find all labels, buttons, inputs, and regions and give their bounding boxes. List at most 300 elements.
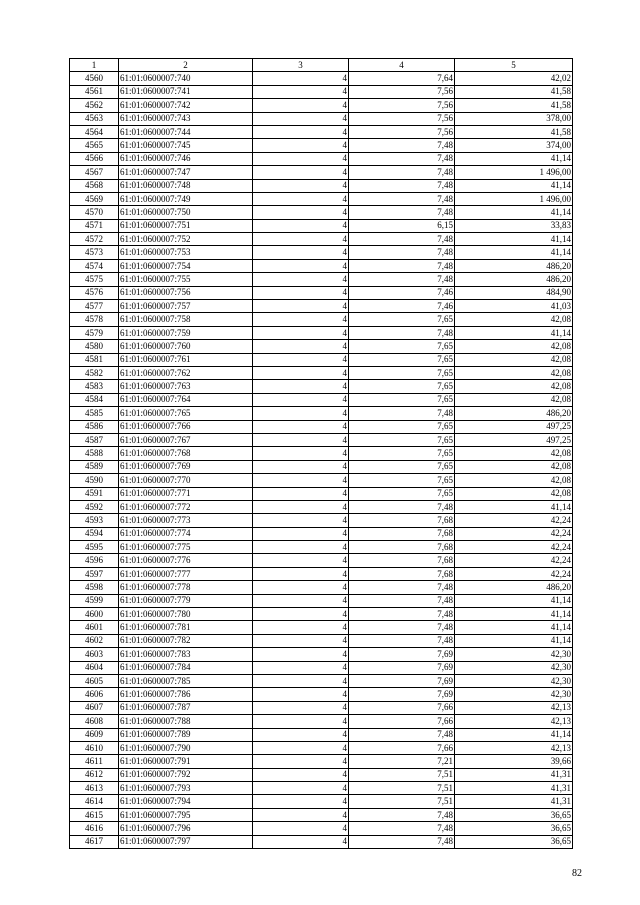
- cadastral-number: 61:01:0600007:742: [119, 99, 253, 112]
- amount-value: 41,14: [455, 233, 573, 246]
- row-number: 4617: [70, 835, 119, 848]
- table-row: [70, 755, 573, 768]
- category-code: 4: [253, 648, 349, 661]
- cadastral-number: 61:01:0600007:792: [119, 768, 253, 781]
- rate-value: 7,68: [349, 527, 455, 540]
- rate-value: 7,69: [349, 688, 455, 701]
- rate-value: 7,65: [349, 474, 455, 487]
- row-number: 4590: [70, 474, 119, 487]
- rate-value: 7,56: [349, 125, 455, 138]
- rate-value: 7,48: [349, 139, 455, 152]
- row-number: 4566: [70, 152, 119, 165]
- category-code: 4: [253, 72, 349, 85]
- cadastral-number: 61:01:0600007:794: [119, 795, 253, 808]
- category-code: 4: [253, 594, 349, 607]
- table-row: [70, 433, 573, 446]
- category-code: 4: [253, 85, 349, 98]
- category-code: 4: [253, 125, 349, 138]
- category-code: 4: [253, 366, 349, 379]
- table-row: [70, 233, 573, 246]
- table-row: [70, 447, 573, 460]
- cadastral-number: 61:01:0600007:749: [119, 192, 253, 205]
- cadastral-number: 61:01:0600007:747: [119, 166, 253, 179]
- row-number: 4605: [70, 674, 119, 687]
- rate-value: 7,48: [349, 166, 455, 179]
- cadastral-number: 61:01:0600007:770: [119, 474, 253, 487]
- amount-value: 33,83: [455, 219, 573, 232]
- cadastral-number: 61:01:0600007:795: [119, 808, 253, 821]
- amount-value: 42,13: [455, 701, 573, 714]
- rate-value: 7,51: [349, 782, 455, 795]
- row-number: 4602: [70, 634, 119, 647]
- row-number: 4560: [70, 72, 119, 85]
- table-row: [70, 768, 573, 781]
- rate-value: 6,15: [349, 219, 455, 232]
- category-code: 4: [253, 112, 349, 125]
- table-row: [70, 353, 573, 366]
- row-number: 4562: [70, 99, 119, 112]
- row-number: 4598: [70, 581, 119, 594]
- row-number: 4604: [70, 661, 119, 674]
- cadastral-number: 61:01:0600007:772: [119, 500, 253, 513]
- cadastral-number: 61:01:0600007:757: [119, 300, 253, 313]
- category-code: 4: [253, 420, 349, 433]
- row-number: 4592: [70, 500, 119, 513]
- amount-value: 41,31: [455, 768, 573, 781]
- row-number: 4599: [70, 594, 119, 607]
- row-number: 4597: [70, 567, 119, 580]
- cadastral-number: 61:01:0600007:769: [119, 460, 253, 473]
- table-row: [70, 420, 573, 433]
- category-code: 4: [253, 393, 349, 406]
- cadastral-number: 61:01:0600007:775: [119, 541, 253, 554]
- rate-value: 7,46: [349, 300, 455, 313]
- category-code: 4: [253, 634, 349, 647]
- cadastral-number: 61:01:0600007:767: [119, 433, 253, 446]
- category-code: 4: [253, 313, 349, 326]
- amount-value: 42,08: [455, 487, 573, 500]
- cadastral-number: 61:01:0600007:776: [119, 554, 253, 567]
- row-number: 4572: [70, 233, 119, 246]
- amount-value: 1 496,00: [455, 166, 573, 179]
- cadastral-number: 61:01:0600007:778: [119, 581, 253, 594]
- category-code: 4: [253, 674, 349, 687]
- row-number: 4609: [70, 728, 119, 741]
- cadastral-number: 61:01:0600007:771: [119, 487, 253, 500]
- category-code: 4: [253, 353, 349, 366]
- table-row: [70, 259, 573, 272]
- amount-value: 42,08: [455, 474, 573, 487]
- cadastral-number: 61:01:0600007:781: [119, 621, 253, 634]
- amount-value: 42,24: [455, 567, 573, 580]
- table-row: [70, 487, 573, 500]
- table-row: [70, 206, 573, 219]
- cadastral-number: 61:01:0600007:763: [119, 380, 253, 393]
- cadastral-number: 61:01:0600007:789: [119, 728, 253, 741]
- category-code: 4: [253, 608, 349, 621]
- amount-value: 374,00: [455, 139, 573, 152]
- table-row: [70, 741, 573, 754]
- rate-value: 7,65: [349, 393, 455, 406]
- amount-value: 36,65: [455, 822, 573, 835]
- table-row: [70, 701, 573, 714]
- cadastral-number: 61:01:0600007:777: [119, 567, 253, 580]
- cadastral-number: 61:01:0600007:784: [119, 661, 253, 674]
- cadastral-number: 61:01:0600007:766: [119, 420, 253, 433]
- rate-value: 7,69: [349, 674, 455, 687]
- amount-value: 41,14: [455, 326, 573, 339]
- amount-value: 41,14: [455, 500, 573, 513]
- table-row: [70, 112, 573, 125]
- category-code: 4: [253, 300, 349, 313]
- table-row: [70, 822, 573, 835]
- rate-value: 7,48: [349, 835, 455, 848]
- table-row: [70, 246, 573, 259]
- rate-value: 7,69: [349, 648, 455, 661]
- cadastral-number: 61:01:0600007:762: [119, 366, 253, 379]
- table-row: [70, 192, 573, 205]
- row-number: 4610: [70, 741, 119, 754]
- category-code: 4: [253, 152, 349, 165]
- amount-value: 41,58: [455, 85, 573, 98]
- cadastral-number: 61:01:0600007:773: [119, 514, 253, 527]
- category-code: 4: [253, 246, 349, 259]
- category-code: 4: [253, 99, 349, 112]
- amount-value: 42,24: [455, 554, 573, 567]
- table-row: [70, 366, 573, 379]
- table-row: [70, 808, 573, 821]
- table-row: [70, 139, 573, 152]
- amount-value: 42,08: [455, 447, 573, 460]
- cadastral-number: 61:01:0600007:752: [119, 233, 253, 246]
- cadastral-number: 61:01:0600007:761: [119, 353, 253, 366]
- cadastral-number: 61:01:0600007:796: [119, 822, 253, 835]
- row-number: 4611: [70, 755, 119, 768]
- amount-value: 42,08: [455, 460, 573, 473]
- table-row: [70, 500, 573, 513]
- amount-value: 42,24: [455, 514, 573, 527]
- table-row: [70, 152, 573, 165]
- row-number: 4577: [70, 300, 119, 313]
- category-code: 4: [253, 460, 349, 473]
- row-number: 4587: [70, 433, 119, 446]
- cadastral-number: 61:01:0600007:779: [119, 594, 253, 607]
- rate-value: 7,51: [349, 768, 455, 781]
- cadastral-number: 61:01:0600007:764: [119, 393, 253, 406]
- amount-value: 378,00: [455, 112, 573, 125]
- category-code: 4: [253, 487, 349, 500]
- category-code: 4: [253, 728, 349, 741]
- cadastral-number: 61:01:0600007:744: [119, 125, 253, 138]
- amount-value: 1 496,00: [455, 192, 573, 205]
- rate-value: 7,65: [349, 313, 455, 326]
- rate-value: 7,48: [349, 152, 455, 165]
- row-number: 4586: [70, 420, 119, 433]
- rate-value: 7,66: [349, 701, 455, 714]
- rate-value: 7,21: [349, 755, 455, 768]
- category-code: 4: [253, 139, 349, 152]
- cadastral-number: 61:01:0600007:782: [119, 634, 253, 647]
- table-row: [70, 648, 573, 661]
- cadastral-number: 61:01:0600007:746: [119, 152, 253, 165]
- category-code: 4: [253, 326, 349, 339]
- rate-value: 7,48: [349, 594, 455, 607]
- amount-value: 41,14: [455, 206, 573, 219]
- cadastral-number: 61:01:0600007:755: [119, 273, 253, 286]
- table-row: [70, 219, 573, 232]
- rate-value: 7,56: [349, 85, 455, 98]
- table-row: [70, 795, 573, 808]
- rate-value: 7,48: [349, 728, 455, 741]
- category-code: 4: [253, 795, 349, 808]
- row-number: 4594: [70, 527, 119, 540]
- table-row: [70, 835, 573, 848]
- rate-value: 7,65: [349, 366, 455, 379]
- cadastral-number: 61:01:0600007:765: [119, 407, 253, 420]
- amount-value: 486,20: [455, 581, 573, 594]
- rate-value: 7,56: [349, 112, 455, 125]
- rate-value: 7,68: [349, 514, 455, 527]
- category-code: 4: [253, 219, 349, 232]
- amount-value: 486,20: [455, 273, 573, 286]
- row-number: 4567: [70, 166, 119, 179]
- amount-value: 42,13: [455, 741, 573, 754]
- table-row: [70, 166, 573, 179]
- category-code: 4: [253, 581, 349, 594]
- rate-value: 7,48: [349, 246, 455, 259]
- cadastral-number: 61:01:0600007:753: [119, 246, 253, 259]
- category-code: 4: [253, 554, 349, 567]
- rate-value: 7,68: [349, 554, 455, 567]
- cadastral-number: 61:01:0600007:759: [119, 326, 253, 339]
- row-number: 4570: [70, 206, 119, 219]
- category-code: 4: [253, 621, 349, 634]
- table-row: [70, 179, 573, 192]
- category-code: 4: [253, 661, 349, 674]
- rate-value: 7,48: [349, 634, 455, 647]
- amount-value: 486,20: [455, 407, 573, 420]
- rate-value: 7,48: [349, 581, 455, 594]
- table-row: [70, 661, 573, 674]
- cadastral-number: 61:01:0600007:751: [119, 219, 253, 232]
- cadastral-number: 61:01:0600007:774: [119, 527, 253, 540]
- rate-value: 7,65: [349, 433, 455, 446]
- column-header-3: 3: [253, 59, 349, 72]
- amount-value: 42,13: [455, 715, 573, 728]
- cadastral-number: 61:01:0600007:780: [119, 608, 253, 621]
- category-code: 4: [253, 715, 349, 728]
- category-code: 4: [253, 808, 349, 821]
- category-code: 4: [253, 433, 349, 446]
- table-row: [70, 581, 573, 594]
- row-number: 4568: [70, 179, 119, 192]
- category-code: 4: [253, 340, 349, 353]
- row-number: 4573: [70, 246, 119, 259]
- cadastral-number: 61:01:0600007:754: [119, 259, 253, 272]
- cadastral-number: 61:01:0600007:785: [119, 674, 253, 687]
- cadastral-number: 61:01:0600007:787: [119, 701, 253, 714]
- category-code: 4: [253, 380, 349, 393]
- row-number: 4600: [70, 608, 119, 621]
- amount-value: 36,65: [455, 808, 573, 821]
- category-code: 4: [253, 286, 349, 299]
- cadastral-number: 61:01:0600007:791: [119, 755, 253, 768]
- table-row: [70, 286, 573, 299]
- amount-value: 39,66: [455, 755, 573, 768]
- rate-value: 7,65: [349, 487, 455, 500]
- amount-value: 42,02: [455, 72, 573, 85]
- amount-value: 36,65: [455, 835, 573, 848]
- row-number: 4589: [70, 460, 119, 473]
- table-row: [70, 340, 573, 353]
- category-code: 4: [253, 822, 349, 835]
- category-code: 4: [253, 407, 349, 420]
- rate-value: 7,69: [349, 661, 455, 674]
- amount-value: 41,14: [455, 152, 573, 165]
- amount-value: 42,30: [455, 674, 573, 687]
- column-header-5: 5: [455, 59, 573, 72]
- table-row: [70, 608, 573, 621]
- row-number: 4596: [70, 554, 119, 567]
- category-code: 4: [253, 741, 349, 754]
- row-number: 4564: [70, 125, 119, 138]
- row-number: 4584: [70, 393, 119, 406]
- row-number: 4585: [70, 407, 119, 420]
- row-number: 4588: [70, 447, 119, 460]
- amount-value: 42,24: [455, 541, 573, 554]
- category-code: 4: [253, 701, 349, 714]
- rate-value: 7,65: [349, 460, 455, 473]
- row-number: 4581: [70, 353, 119, 366]
- cadastral-number: 61:01:0600007:740: [119, 72, 253, 85]
- amount-value: 41,31: [455, 782, 573, 795]
- category-code: 4: [253, 259, 349, 272]
- rate-value: 7,68: [349, 567, 455, 580]
- rate-value: 7,46: [349, 286, 455, 299]
- row-number: 4608: [70, 715, 119, 728]
- rate-value: 7,64: [349, 72, 455, 85]
- page-number: 82: [572, 868, 582, 879]
- table-row: [70, 728, 573, 741]
- cadastral-number: 61:01:0600007:743: [119, 112, 253, 125]
- rate-value: 7,48: [349, 192, 455, 205]
- rate-value: 7,48: [349, 259, 455, 272]
- category-code: 4: [253, 233, 349, 246]
- amount-value: 42,30: [455, 648, 573, 661]
- category-code: 4: [253, 768, 349, 781]
- column-header-2: 2: [119, 59, 253, 72]
- row-number: 4593: [70, 514, 119, 527]
- amount-value: 42,24: [455, 527, 573, 540]
- amount-value: 42,08: [455, 313, 573, 326]
- table-row: [70, 594, 573, 607]
- table-row: [70, 300, 573, 313]
- row-number: 4612: [70, 768, 119, 781]
- category-code: 4: [253, 166, 349, 179]
- amount-value: 41,14: [455, 594, 573, 607]
- rate-value: 7,48: [349, 273, 455, 286]
- amount-value: 42,08: [455, 353, 573, 366]
- table-row: [70, 85, 573, 98]
- table-row: [70, 674, 573, 687]
- category-code: 4: [253, 688, 349, 701]
- rate-value: 7,65: [349, 380, 455, 393]
- amount-value: 41,14: [455, 728, 573, 741]
- table-row: [70, 474, 573, 487]
- table-row: [70, 313, 573, 326]
- row-number: 4576: [70, 286, 119, 299]
- row-number: 4614: [70, 795, 119, 808]
- amount-value: 486,20: [455, 259, 573, 272]
- amount-value: 41,14: [455, 621, 573, 634]
- rate-value: 7,51: [349, 795, 455, 808]
- row-number: 4583: [70, 380, 119, 393]
- row-number: 4563: [70, 112, 119, 125]
- header-row: [70, 59, 573, 72]
- registry-table: [69, 58, 573, 849]
- cadastral-number: 61:01:0600007:750: [119, 206, 253, 219]
- amount-value: 42,08: [455, 366, 573, 379]
- table-row: [70, 688, 573, 701]
- rate-value: 7,65: [349, 447, 455, 460]
- table-row: [70, 407, 573, 420]
- amount-value: 41,14: [455, 634, 573, 647]
- table-row: [70, 554, 573, 567]
- row-number: 4607: [70, 701, 119, 714]
- table-body: [70, 72, 573, 849]
- rate-value: 7,65: [349, 340, 455, 353]
- amount-value: 42,08: [455, 393, 573, 406]
- category-code: 4: [253, 527, 349, 540]
- cadastral-number: 61:01:0600007:758: [119, 313, 253, 326]
- column-header-4: 4: [349, 59, 455, 72]
- rate-value: 7,66: [349, 715, 455, 728]
- rate-value: 7,48: [349, 206, 455, 219]
- category-code: 4: [253, 514, 349, 527]
- table-row: [70, 273, 573, 286]
- table-row: [70, 715, 573, 728]
- category-code: 4: [253, 500, 349, 513]
- row-number: 4569: [70, 192, 119, 205]
- row-number: 4580: [70, 340, 119, 353]
- table-row: [70, 125, 573, 138]
- row-number: 4565: [70, 139, 119, 152]
- row-number: 4603: [70, 648, 119, 661]
- table-row: [70, 460, 573, 473]
- amount-value: 497,25: [455, 420, 573, 433]
- row-number: 4613: [70, 782, 119, 795]
- row-number: 4578: [70, 313, 119, 326]
- category-code: 4: [253, 541, 349, 554]
- row-number: 4571: [70, 219, 119, 232]
- row-number: 4595: [70, 541, 119, 554]
- category-code: 4: [253, 782, 349, 795]
- amount-value: 497,25: [455, 433, 573, 446]
- table-row: [70, 393, 573, 406]
- cadastral-number: 61:01:0600007:748: [119, 179, 253, 192]
- rate-value: 7,68: [349, 541, 455, 554]
- rate-value: 7,48: [349, 407, 455, 420]
- row-number: 4606: [70, 688, 119, 701]
- table-row: [70, 527, 573, 540]
- category-code: 4: [253, 755, 349, 768]
- row-number: 4582: [70, 366, 119, 379]
- amount-value: 42,30: [455, 688, 573, 701]
- amount-value: 42,08: [455, 380, 573, 393]
- row-number: 4575: [70, 273, 119, 286]
- amount-value: 41,03: [455, 300, 573, 313]
- table-row: [70, 99, 573, 112]
